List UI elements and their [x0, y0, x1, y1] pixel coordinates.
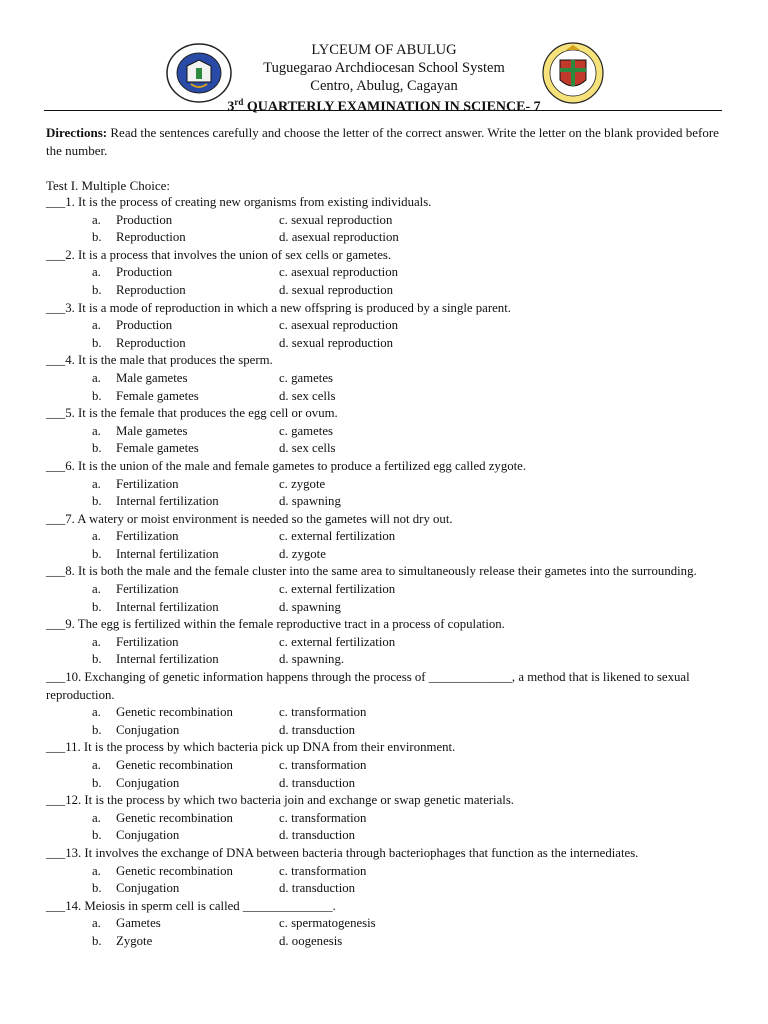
option-letter-a: a. — [92, 634, 101, 649]
question-stem: ___2. It is a process that involves the union of sex cells or gametes. — [46, 247, 392, 262]
option-row — [46, 704, 728, 722]
option-row — [46, 915, 728, 933]
option-a: Male gametes — [116, 370, 188, 385]
option-letter-a: a. — [92, 529, 101, 544]
option-row — [46, 335, 728, 353]
option-row — [46, 810, 728, 828]
option-letter-a: a. — [92, 370, 101, 385]
option-letter-a: a. — [92, 476, 101, 491]
question-item — [46, 616, 728, 669]
option-b: Internal fertilization — [116, 652, 219, 667]
question-item — [46, 845, 728, 898]
option-letter-a: a. — [92, 265, 101, 280]
option-letter-b: b. — [92, 828, 102, 843]
option-c: c. gametes — [279, 370, 334, 385]
school-name: LYCEUM OF ABULUG — [311, 42, 457, 58]
option-a: Fertilization — [116, 634, 179, 649]
option-a: Production — [116, 212, 173, 227]
option-letter-b: b. — [92, 933, 102, 948]
directions — [46, 124, 726, 159]
option-row — [46, 933, 728, 951]
question-stem: ___3. It is a mode of reproduction in which a new offspring is produced by a single parent. — [46, 300, 511, 315]
option-letter-b: b. — [92, 599, 102, 614]
question-stem: ___9. The egg is fertilized within the female reproductive tract in a process of copulation. — [46, 617, 505, 632]
option-d: d. transduction — [279, 828, 356, 843]
option-d: d. sex cells — [279, 388, 336, 403]
option-letter-a: a. — [92, 318, 101, 333]
question-item — [46, 511, 728, 564]
option-letter-b: b. — [92, 494, 102, 509]
option-a: Gametes — [116, 916, 161, 931]
option-c: c. spermatogenesis — [279, 916, 376, 931]
question-stem: ___13. It involves the exchange of DNA between bacteria through bacteriophages that function as the internediates. — [46, 845, 639, 860]
option-row — [46, 581, 728, 599]
option-d: d. spawning. — [279, 652, 345, 667]
option-b: Zygote — [116, 933, 153, 948]
option-d: d. zygote — [279, 546, 326, 561]
question-item — [46, 300, 728, 353]
exam-header — [0, 38, 768, 115]
question-stem: ___6. It is the union of the male and female gametes to produce a fertilized egg called zygote. — [46, 458, 527, 473]
question-item — [46, 739, 728, 792]
option-row — [46, 634, 728, 652]
option-row — [46, 880, 728, 898]
option-letter-a: a. — [92, 705, 101, 720]
question-item — [46, 563, 728, 616]
option-row — [46, 775, 728, 793]
question-stem: ___10. Exchanging of genetic information happens through the process of _____________, a method that is likened to sexual reproduction. — [46, 670, 690, 702]
school-system: Tuguegarao Archdiocesan School System — [263, 60, 505, 76]
option-a: Genetic recombination — [116, 863, 233, 878]
school-location: Centro, Abulug, Cagayan — [310, 78, 458, 94]
option-d: d. spawning — [279, 494, 341, 509]
option-row — [46, 264, 728, 282]
option-letter-a: a. — [92, 758, 101, 772]
option-d: d. transduction — [279, 775, 356, 790]
option-letter-b: b. — [92, 546, 102, 561]
option-d: d. asexual reproduction — [279, 230, 399, 245]
directions-text: Read the sentences carefully and choose the letter of the correct answer. Write the letter on the blank provided before the number. — [46, 125, 719, 158]
question-item — [46, 669, 728, 739]
option-row — [46, 440, 728, 458]
option-c: c. external fertilization — [279, 634, 396, 649]
option-b: Internal fertilization — [116, 599, 219, 614]
option-letter-a: a. — [92, 212, 101, 227]
option-row — [46, 317, 728, 335]
question-stem: ___8. It is both the male and the female cluster into the same area to simultaneously release their gametes into the surrounding. — [46, 564, 697, 579]
option-row — [46, 370, 728, 388]
option-c: c. transformation — [279, 705, 367, 720]
option-letter-b: b. — [92, 282, 102, 297]
option-letter-b: b. — [92, 230, 102, 245]
option-a: Genetic recombination — [116, 810, 233, 825]
question-item — [46, 405, 728, 458]
option-b: Reproduction — [116, 282, 186, 297]
question-list — [46, 194, 728, 951]
option-c: c. asexual reproduction — [279, 265, 399, 280]
option-letter-b: b. — [92, 388, 102, 403]
question-stem: ___11. It is the process by which bacteria pick up DNA from their environment. — [46, 740, 456, 755]
option-letter-b: b. — [92, 652, 102, 667]
question-item — [46, 898, 728, 951]
option-c: c. external fertilization — [279, 582, 396, 597]
option-letter-a: a. — [92, 582, 101, 597]
option-c: c. sexual reproduction — [279, 212, 393, 227]
question-item — [46, 247, 728, 300]
question-stem: ___7. A watery or moist environment is needed so the gametes will not dry out. — [46, 511, 453, 526]
option-row — [46, 528, 728, 546]
test-title: Test I. Multiple Choice: — [46, 178, 171, 193]
option-a: Production — [116, 318, 173, 333]
option-row — [46, 212, 728, 230]
question-stem: ___14. Meiosis in sperm cell is called ______________. — [46, 898, 336, 913]
option-c: c. asexual reproduction — [279, 318, 399, 333]
option-d: d. transduction — [279, 722, 356, 737]
option-c: c. transformation — [279, 863, 367, 878]
option-letter-a: a. — [92, 916, 101, 931]
question-item — [46, 458, 728, 511]
directions-label: Directions: — [46, 125, 108, 140]
option-b: Internal fertilization — [116, 546, 219, 561]
option-b: Female gametes — [116, 388, 199, 403]
option-row — [46, 476, 728, 494]
option-a: Production — [116, 265, 173, 280]
question-stem: ___1. It is the process of creating new organisms from existing individuals. — [46, 195, 432, 209]
option-a: Fertilization — [116, 476, 179, 491]
option-row — [46, 599, 728, 617]
option-b: Female gametes — [116, 441, 199, 456]
option-c: c. zygote — [279, 476, 326, 491]
option-a: Genetic recombination — [116, 705, 233, 720]
option-c: c. transformation — [279, 810, 367, 825]
question-stem: ___4. It is the male that produces the sperm. — [46, 353, 273, 368]
header-divider — [44, 110, 722, 111]
question-item — [46, 352, 728, 405]
option-c: c. transformation — [279, 758, 367, 772]
option-letter-b: b. — [92, 722, 102, 737]
option-letter-a: a. — [92, 810, 101, 825]
option-row — [46, 722, 728, 740]
option-a: Fertilization — [116, 582, 179, 597]
option-d: d. sexual reproduction — [279, 335, 394, 350]
option-b: Conjugation — [116, 775, 180, 790]
option-letter-b: b. — [92, 335, 102, 350]
option-d: d. transduction — [279, 881, 356, 896]
option-c: c. gametes — [279, 423, 334, 438]
option-row — [46, 423, 728, 441]
option-d: d. sexual reproduction — [279, 282, 394, 297]
option-row — [46, 546, 728, 564]
option-d: d. sex cells — [279, 441, 336, 456]
option-row — [46, 651, 728, 669]
option-letter-b: b. — [92, 881, 102, 896]
option-a: Genetic recombination — [116, 758, 233, 772]
option-c: c. external fertilization — [279, 529, 396, 544]
option-row — [46, 388, 728, 406]
option-b: Conjugation — [116, 828, 180, 843]
option-a: Male gametes — [116, 423, 188, 438]
exam-title: 3rd QUARTERLY EXAMINATION IN SCIENCE- 7 — [227, 97, 541, 115]
option-row — [46, 863, 728, 881]
question-item — [46, 792, 728, 845]
option-letter-b: b. — [92, 441, 102, 456]
option-b: Internal fertilization — [116, 494, 219, 509]
question-item — [46, 194, 728, 247]
option-d: d. spawning — [279, 599, 341, 614]
option-row — [46, 827, 728, 845]
question-stem: ___12. It is the process by which two bacteria join and exchange or swap genetic materials. — [46, 793, 515, 808]
option-letter-a: a. — [92, 423, 101, 438]
option-d: d. oogenesis — [279, 933, 343, 948]
option-b: Conjugation — [116, 722, 180, 737]
option-b: Reproduction — [116, 230, 186, 245]
option-letter-a: a. — [92, 863, 101, 878]
question-stem: ___5. It is the female that produces the egg cell or ovum. — [46, 406, 338, 421]
option-b: Reproduction — [116, 335, 186, 350]
option-letter-b: b. — [92, 775, 102, 790]
option-row — [46, 493, 728, 511]
option-row — [46, 282, 728, 300]
option-b: Conjugation — [116, 881, 180, 896]
option-row — [46, 229, 728, 247]
option-a: Fertilization — [116, 529, 179, 544]
option-row — [46, 757, 728, 775]
